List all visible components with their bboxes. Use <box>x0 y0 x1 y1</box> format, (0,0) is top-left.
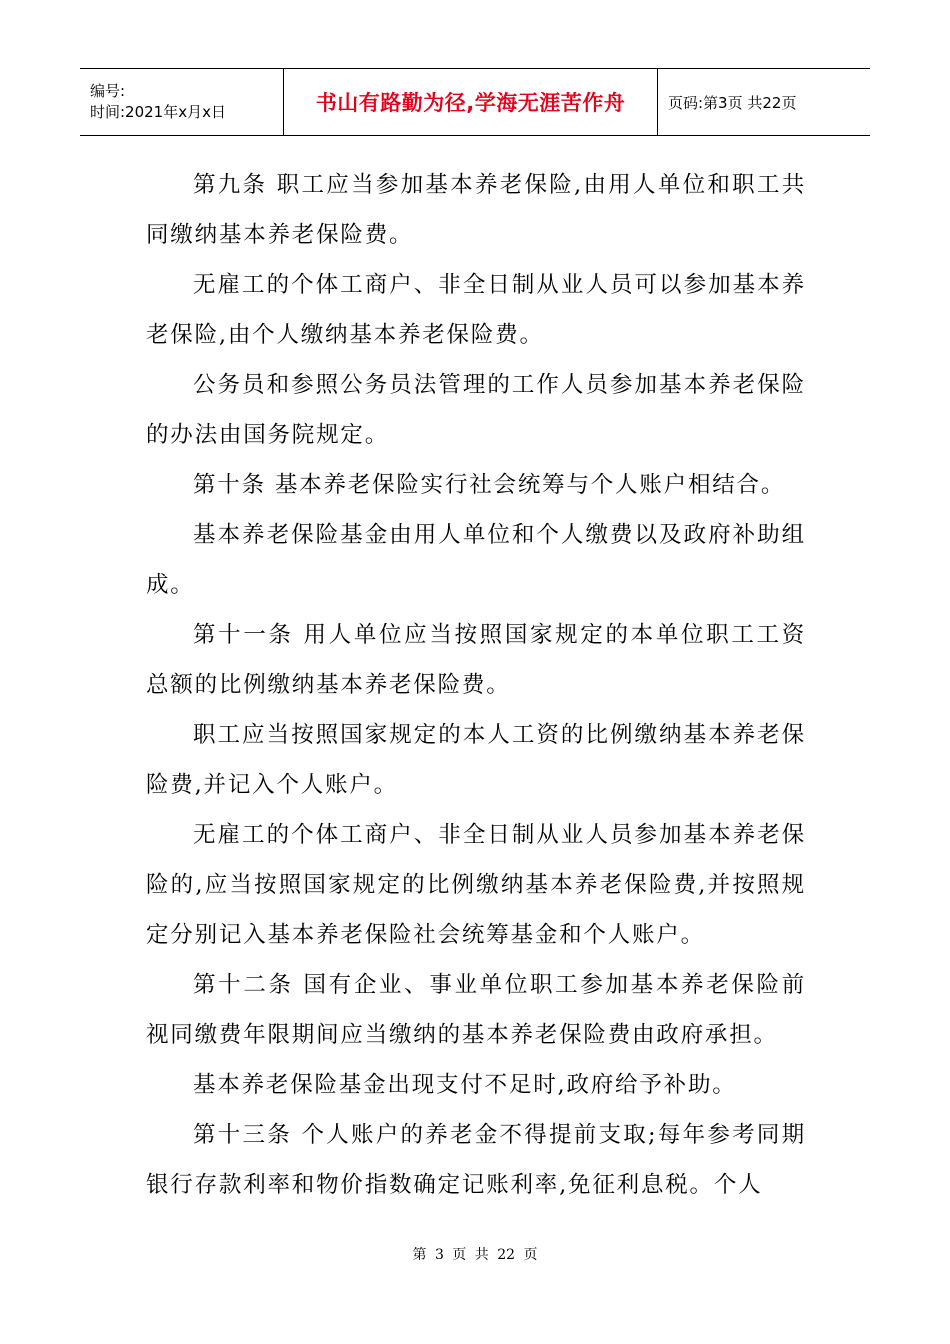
paragraph: 第十三条 个人账户的养老金不得提前支取;每年参考同期银行存款利率和物价指数确定记账利率,免征利息税。个人 <box>146 1122 806 1198</box>
page-footer: 第 3 页 共 22 页 <box>412 1247 538 1263</box>
header-meta <box>80 69 283 135</box>
document-number-label: 编号: <box>90 82 126 100</box>
paragraph: 无雇工的个体工商户、非全日制从业人员参加基本养老保险的,应当按照国家规定的比例缴纳基本养老保险费,并按照规定分别记入基本养老保险社会统筹基金和个人账户。 <box>146 822 806 948</box>
paragraph: 职工应当按照国家规定的本人工资的比例缴纳基本养老保险费,并记入个人账户。 <box>146 722 806 798</box>
paragraph: 基本养老保险基金由用人单位和个人缴费以及政府补助组成。 <box>146 522 806 598</box>
document-body <box>146 160 806 1210</box>
header-page-info: 页码:第3页 共22页 <box>668 93 797 112</box>
page-header <box>80 68 870 136</box>
paragraph: 基本养老保险基金出现支付不足时,政府给予补助。 <box>193 1072 737 1098</box>
paragraph: 第十条 基本养老保险实行社会统筹与个人账户相结合。 <box>193 472 786 498</box>
paragraph: 第十二条 国有企业、事业单位职工参加基本养老保险前视同缴费年限期间应当缴纳的基本养老保险费由政府承担。 <box>146 972 806 1048</box>
paragraph: 第十一条 用人单位应当按照国家规定的本单位职工工资总额的比例缴纳基本养老保险费。 <box>146 622 806 698</box>
header-motto: 书山有路勤为径,学海无涯苦作舟 <box>283 69 658 135</box>
paragraph: 无雇工的个体工商户、非全日制从业人员可以参加基本养老保险,由个人缴纳基本养老保险费。 <box>146 272 806 348</box>
document-time: 时间:2021年x月x日 <box>90 103 226 121</box>
paragraph: 第九条 职工应当参加基本养老保险,由用人单位和职工共同缴纳基本养老保险费。 <box>146 172 806 248</box>
paragraph: 公务员和参照公务员法管理的工作人员参加基本养老保险的办法由国务院规定。 <box>146 372 806 448</box>
